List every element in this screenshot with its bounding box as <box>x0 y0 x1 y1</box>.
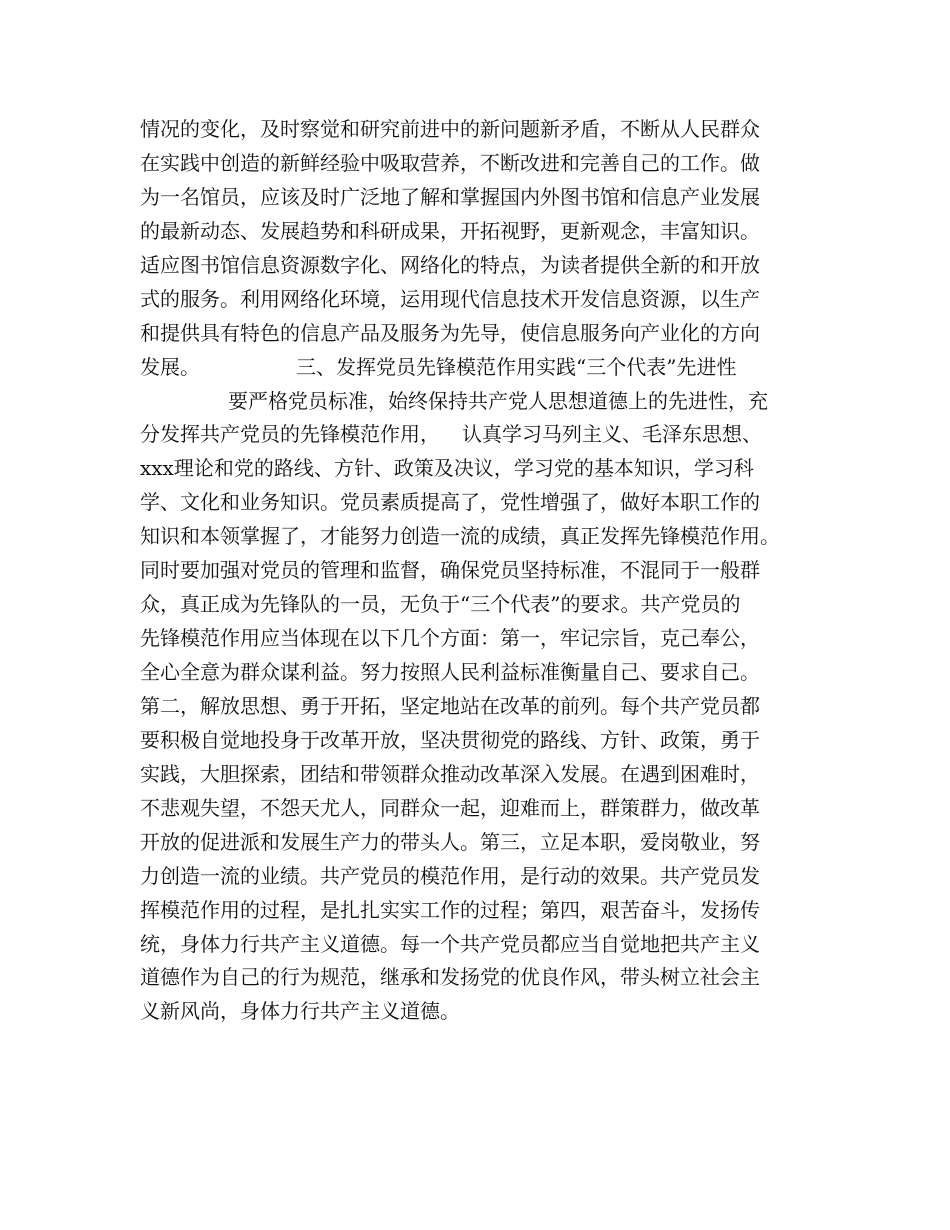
text-line: 道德作为自己的行为规范，继承和发扬党的优良作风，带头树立社会主 <box>140 965 760 990</box>
text-line <box>140 418 840 452</box>
text-line: 不悲观失望，不怨天尤人，同群众一起，迎难而上，群策群力，做改革 <box>140 795 760 820</box>
text-line: 第二，解放思想、勇于开拓，坚定地站在改革的前列。每个共产党员都 <box>140 693 760 718</box>
text-line: 实践，大胆探索，团结和带领群众推动改革深入发展。在遇到困难时， <box>140 761 760 786</box>
text-line: 情况的变化，及时察觉和研究前进中的新问题新矛盾，不断从人民群众 <box>140 117 760 141</box>
paragraph-start-text: 要严格党员标准，始终保持共产党人思想道德上的先进性，充 <box>228 388 768 413</box>
section-heading: 三、发挥党员先锋模范作用实践“三个代表”先进性 <box>296 354 737 379</box>
text-line: 在实践中创造的新鲜经验中吸取营养，不断改进和完善自己的工作。做 <box>140 150 760 175</box>
text-line: 众，真正成为先锋队的一员，无负于“三个代表”的要求。共产党员的 <box>140 592 741 617</box>
text-line: 先锋模范作用应当体现在以下几个方面：第一，牢记宗旨，克己奉公， <box>140 626 760 651</box>
text-line: 适应图书馆信息资源数字化、网络化的特点，为读者提供全新的和开放 <box>140 252 760 277</box>
text-fragment: 分发挥共产党员的先锋模范作用， <box>140 422 440 447</box>
text-line-with-heading <box>140 351 840 385</box>
paragraph-end-text: 发展。 <box>140 354 200 379</box>
body-text <box>140 113 840 1029</box>
text-line: 学、文化和业务知识。党员素质提高了，党性增强了，做好本职工作的 <box>140 490 760 515</box>
text-line: 力创造一流的业绩。共产党员的模范作用，是行动的效果。共产党员发 <box>140 863 760 888</box>
text-line: 同时要加强对党员的管理和监督，确保党员坚持标准，不混同于一般群 <box>140 558 760 583</box>
text-line: 和提供具有特色的信息产品及服务为先导，使信息服务向产业化的方向 <box>140 320 760 345</box>
indented-text-line <box>140 385 840 419</box>
text-line: 义新风尚，身体力行共产主义道德。 <box>140 999 460 1024</box>
text-line: 式的服务。利用网络化环境，运用现代信息技术开发信息资源，以生产 <box>140 286 760 311</box>
text-line: 知识和本领掌握了，才能努力创造一流的成绩，真正发挥先锋模范作用。 <box>140 524 780 549</box>
text-line: 开放的促进派和发展生产力的带头人。第三，立足本职，爱岗敬业，努 <box>140 829 760 854</box>
text-line: xxx理论和党的路线、方针、政策及决议，学习党的基本知识，学习科 <box>140 456 754 481</box>
text-line: 全心全意为群众谋利益。努力按照人民利益标准衡量自己、要求自己。 <box>140 660 760 684</box>
text-line: 要积极自觉地投身于改革开放，坚决贯彻党的路线、方针、政策，勇于 <box>140 727 760 752</box>
text-line: 挥模范作用的过程，是扎扎实实工作的过程；第四，艰苦奋斗，发扬传 <box>140 897 760 922</box>
text-fragment: 认真学习马列主义、毛泽东思想、 <box>462 422 762 447</box>
text-line: 为一名馆员，应该及时广泛地了解和掌握国内外图书馆和信息产业发展 <box>140 184 760 209</box>
text-line: 的最新动态、发展趋势和科研成果，开拓视野，更新观念，丰富知识。 <box>140 218 760 243</box>
text-line: 统，身体力行共产主义道德。每一个共产党员都应当自觉地把共产主义 <box>140 931 760 956</box>
